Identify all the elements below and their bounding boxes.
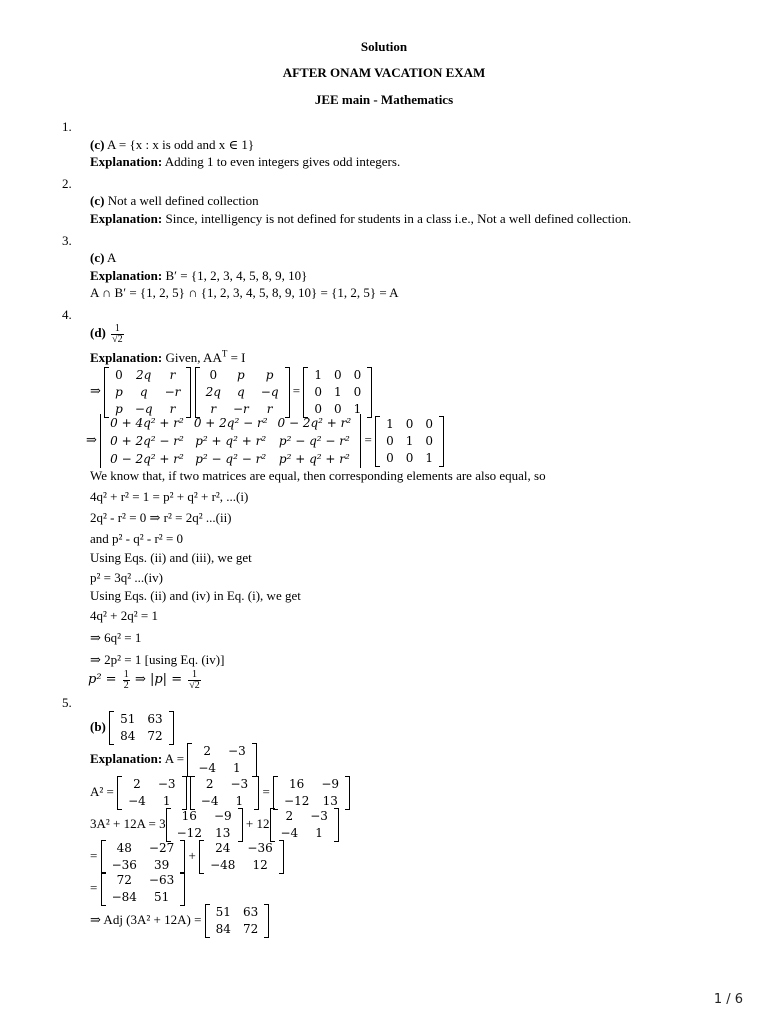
matrix-cell: q xyxy=(139,384,148,399)
matrix-cell: 0 xyxy=(334,401,342,416)
page-number: 1 / 6 xyxy=(713,992,743,1007)
matrix-cell: 72 xyxy=(116,873,132,888)
matrix-a xyxy=(270,808,339,842)
answer-text: Not a well defined collection xyxy=(107,193,259,208)
equals-sign: = xyxy=(262,784,270,799)
explanation-label: Explanation: xyxy=(90,751,163,766)
abs-p: ⇒ |p| = xyxy=(134,672,187,687)
option-label: (d) xyxy=(90,325,106,340)
explanation-line xyxy=(90,268,307,284)
explanation-line xyxy=(90,154,400,170)
half-fraction xyxy=(123,670,130,691)
matrix-cell: 2q xyxy=(205,384,221,399)
plus-twelve: + 12 xyxy=(245,816,270,831)
matrix-cell: 2 xyxy=(203,744,211,759)
matrix-cell: −3 xyxy=(230,777,249,792)
answer-line xyxy=(90,193,259,209)
matrix-cell: 2 xyxy=(133,777,141,792)
adjoint-label: ⇒ Adj (3A² + 12A) = xyxy=(90,912,202,927)
matrix-cell: 1 xyxy=(162,794,171,809)
matrix-cell: 63 xyxy=(242,905,259,920)
equation-step: ⇒ 2p² = 1 [using Eq. (iv)] xyxy=(90,652,225,667)
equation-iv: p² = 3q² ...(iv) xyxy=(90,570,163,585)
matrix-cell: 51 xyxy=(215,905,231,920)
explanation-rest: = I xyxy=(227,350,246,365)
matrix-cell: 0 xyxy=(405,416,414,431)
matrix-cell: −4 xyxy=(280,826,299,841)
matrix-cell: 1 xyxy=(334,384,342,399)
matrix-cell: 0 xyxy=(314,384,322,399)
matrix-cell: 1 xyxy=(314,367,322,382)
matrix-cell: 0 − 2q² + r² xyxy=(110,452,184,467)
equals-sign: = xyxy=(90,880,98,895)
fraction-numerator: 1 xyxy=(123,668,129,680)
matrix-cell: −9 xyxy=(213,809,232,824)
matrix-cell: 1 xyxy=(235,794,244,809)
matrix-cell: q xyxy=(237,384,245,399)
option-label: (c) xyxy=(90,193,105,208)
implies-symbol: ⇒ xyxy=(90,383,101,398)
matrix-cell: 0 xyxy=(209,367,218,382)
result-line xyxy=(90,870,185,906)
matrix-a-transpose xyxy=(195,367,290,418)
matrix-cell: 0 xyxy=(425,416,433,431)
matrix-a xyxy=(104,367,191,418)
matrix-cell: 1 xyxy=(233,761,241,776)
matrix-cell: 72 xyxy=(242,922,259,937)
exam-title: AFTER ONAM VACATION EXAM xyxy=(282,65,486,80)
answer-text: A = {x : x is odd and x ∈ 1} xyxy=(106,137,255,152)
matrix-cell: 63 xyxy=(147,712,163,727)
matrix-cell: 13 xyxy=(322,794,338,809)
equation-ii: 2q² - r² = 0 ⇒ r² = 2q² ...(ii) xyxy=(90,510,232,525)
plus-sign: + xyxy=(188,848,196,863)
matrix-cell: 0 + 2q² − r² xyxy=(193,416,268,431)
matrix-cell: −63 xyxy=(148,873,175,888)
matrix-cell: p xyxy=(115,384,123,399)
fraction-numerator: 1 xyxy=(111,324,124,335)
matrix-a xyxy=(117,776,186,810)
matrix-cell: 1 xyxy=(315,826,323,841)
matrix-cell: 51 xyxy=(153,890,170,905)
matrix-cell: 1 xyxy=(386,416,394,431)
matrix-cell: 1 xyxy=(353,401,362,416)
matrix-cell: p xyxy=(265,367,274,382)
explanation-label: Explanation: xyxy=(90,268,163,283)
matrix-cell: −q xyxy=(260,384,279,399)
answer-matrix xyxy=(109,711,174,745)
matrix-cell: −12 xyxy=(284,794,310,809)
answer-line xyxy=(90,322,126,345)
matrix-cell: −4 xyxy=(200,794,219,809)
fraction-numerator: 1 xyxy=(188,670,201,681)
explanation-label: Explanation: xyxy=(90,154,163,169)
matrix-cell: −r xyxy=(164,384,181,399)
equals-sign: = xyxy=(364,432,372,447)
matrix-cell: −4 xyxy=(198,761,217,776)
matrix-cell: 2 xyxy=(285,809,294,824)
equation-step: ⇒ 6q² = 1 xyxy=(90,630,142,645)
matrix-cell: 0 xyxy=(405,450,414,465)
explanation-text: Since, intelligency is not defined for students in a class i.e., Not a well defined collection. xyxy=(165,211,632,226)
matrix-cell: 51 xyxy=(120,712,136,727)
matrix-cell: 0 xyxy=(115,367,123,382)
explanation-line xyxy=(90,350,246,366)
adjoint-matrix xyxy=(205,904,270,938)
answer-fraction xyxy=(188,670,201,691)
matrix-cell: −r xyxy=(232,401,249,416)
matrix-cell: 2q xyxy=(136,367,152,382)
step-text: We know that, if two matrices are equal, then corresponding elements are also equal, so xyxy=(90,468,546,483)
matrix-cell: p² + q² + r² xyxy=(278,452,350,467)
implies-symbol: ⇒ xyxy=(86,432,97,447)
matrix-cell: 0 xyxy=(353,367,362,382)
a-squared-line xyxy=(90,774,350,810)
final-equation xyxy=(88,668,203,691)
matrix-a-label: A = xyxy=(164,751,185,766)
matrix-cell: −3 xyxy=(157,777,176,792)
matrix-cell: 0 + 2q² − r² xyxy=(110,434,184,449)
matrix-cell: p² + q² + r² xyxy=(195,434,267,449)
matrix-cell: −27 xyxy=(148,841,175,856)
a-squared-label: A² = xyxy=(90,784,114,799)
matrix-cell: 0 xyxy=(334,367,342,382)
explanation-text: B′ = {1, 2, 3, 4, 5, 8, 9, 10} xyxy=(165,268,308,283)
matrix-cell: 0 xyxy=(314,401,322,416)
explanation-line xyxy=(90,211,631,227)
matrix-cell: 16 xyxy=(181,809,197,824)
question-number: 5. xyxy=(62,695,72,710)
matrix-cell: −12 xyxy=(176,826,202,841)
matrix-cell: 0 xyxy=(425,433,433,448)
matrix-cell: −9 xyxy=(321,777,340,792)
matrix-cell: 1 xyxy=(425,450,433,465)
fraction-denominator: √2 xyxy=(112,333,123,345)
combination-line xyxy=(90,806,339,842)
matrix-equation xyxy=(90,366,372,418)
matrix-cell: p xyxy=(237,367,245,382)
doc-title: Solution xyxy=(360,39,408,54)
matrix-cell: −4 xyxy=(128,794,146,809)
matrix-cell: −84 xyxy=(111,890,137,905)
explanation-label: Explanation: xyxy=(90,350,163,365)
matrix-cell: 0 xyxy=(386,433,394,448)
answer-line xyxy=(90,137,254,153)
intersection-line: A ∩ B′ = {1, 2, 5} ∩ {1, 2, 3, 4, 5, 8, 9, 10} = {1, 2, 5} = A xyxy=(90,285,399,300)
a-squared-matrix xyxy=(273,776,350,810)
equals-sign: = xyxy=(292,383,301,398)
matrix-cell: −48 xyxy=(210,858,236,873)
matrix-cell: r xyxy=(210,401,217,416)
equation-iii: and p² - q² - r² = 0 xyxy=(90,531,184,546)
matrix-a xyxy=(190,776,259,810)
matrix-cell: p xyxy=(115,401,123,416)
matrix-cell: 48 xyxy=(116,841,132,856)
matrix-cell: 1 xyxy=(405,433,414,448)
matrix-cell: r xyxy=(266,401,273,416)
matrix-cell: −q xyxy=(134,401,153,416)
fraction-denominator: √2 xyxy=(189,679,200,691)
explanation-given: Given, AA xyxy=(165,350,222,365)
product-equation xyxy=(86,414,444,468)
product-matrix xyxy=(100,414,361,468)
explanation-line xyxy=(90,741,257,777)
equation-i: 4q² + r² = 1 = p² + q² + r², ...(i) xyxy=(90,489,249,504)
matrix-cell: p² − q² − r² xyxy=(195,452,267,467)
scaled-matrix-3a2 xyxy=(101,840,186,874)
option-label: (c) xyxy=(90,250,105,265)
option-label: (b) xyxy=(90,719,106,734)
matrix-cell: r xyxy=(169,401,176,416)
option-label: (c) xyxy=(90,137,105,152)
question-number: 2. xyxy=(62,176,72,191)
equals-sign: = xyxy=(90,848,98,863)
answer-line xyxy=(90,250,116,266)
step-text: Using Eqs. (ii) and (iii), we get xyxy=(90,550,252,565)
matrix-cell: 12 xyxy=(252,858,268,873)
explanation-text: Adding 1 to even integers gives odd integers. xyxy=(164,154,401,169)
matrix-cell: 16 xyxy=(289,777,305,792)
identity-matrix xyxy=(375,416,444,467)
matrix-cell: 13 xyxy=(215,826,231,841)
step-text: Using Eqs. (ii) and (iv) in Eq. (i), we get xyxy=(90,588,301,603)
matrix-cell: r xyxy=(169,367,176,382)
answer-fraction xyxy=(111,324,124,345)
p-squared: p² = xyxy=(88,672,121,687)
matrix-cell: 0 xyxy=(353,384,362,399)
equation-step: 4q² + 2q² = 1 xyxy=(90,608,158,623)
sum-line xyxy=(90,838,284,874)
question-number: 4. xyxy=(62,307,72,322)
question-number: 3. xyxy=(62,233,72,248)
answer-line xyxy=(90,709,174,745)
matrix-cell: −36 xyxy=(247,841,273,856)
matrix-cell: 84 xyxy=(215,922,231,937)
a-squared-matrix xyxy=(166,808,243,842)
identity-matrix xyxy=(303,367,372,418)
matrix-cell: 0 + 4q² + r² xyxy=(110,416,184,431)
matrix-cell: p² − q² − r² xyxy=(278,434,350,449)
matrix-a xyxy=(187,743,256,777)
matrix-cell: −36 xyxy=(111,858,137,873)
matrix-cell: 0 xyxy=(386,450,394,465)
transpose-sup: T xyxy=(221,348,228,359)
scaled-matrix-12a xyxy=(199,840,284,874)
matrix-cell: 2 xyxy=(205,777,214,792)
matrix-cell: 0 − 2q² + r² xyxy=(277,416,352,431)
result-matrix xyxy=(101,872,186,906)
subject-title: JEE main - Mathematics xyxy=(314,92,454,107)
answer-text: A xyxy=(106,250,117,265)
matrix-cell: 39 xyxy=(153,858,170,873)
combination-label: 3A² + 12A = 3 xyxy=(90,816,166,831)
matrix-cell: −3 xyxy=(228,744,246,759)
matrix-cell: 24 xyxy=(215,841,231,856)
explanation-label: Explanation: xyxy=(90,211,163,226)
matrix-cell: −3 xyxy=(310,809,328,824)
question-number: 1. xyxy=(62,119,72,134)
adjoint-line xyxy=(90,902,269,938)
fraction-denominator: 2 xyxy=(123,679,129,691)
matrix-cell: 72 xyxy=(147,729,163,744)
matrix-cell: 84 xyxy=(120,729,136,744)
